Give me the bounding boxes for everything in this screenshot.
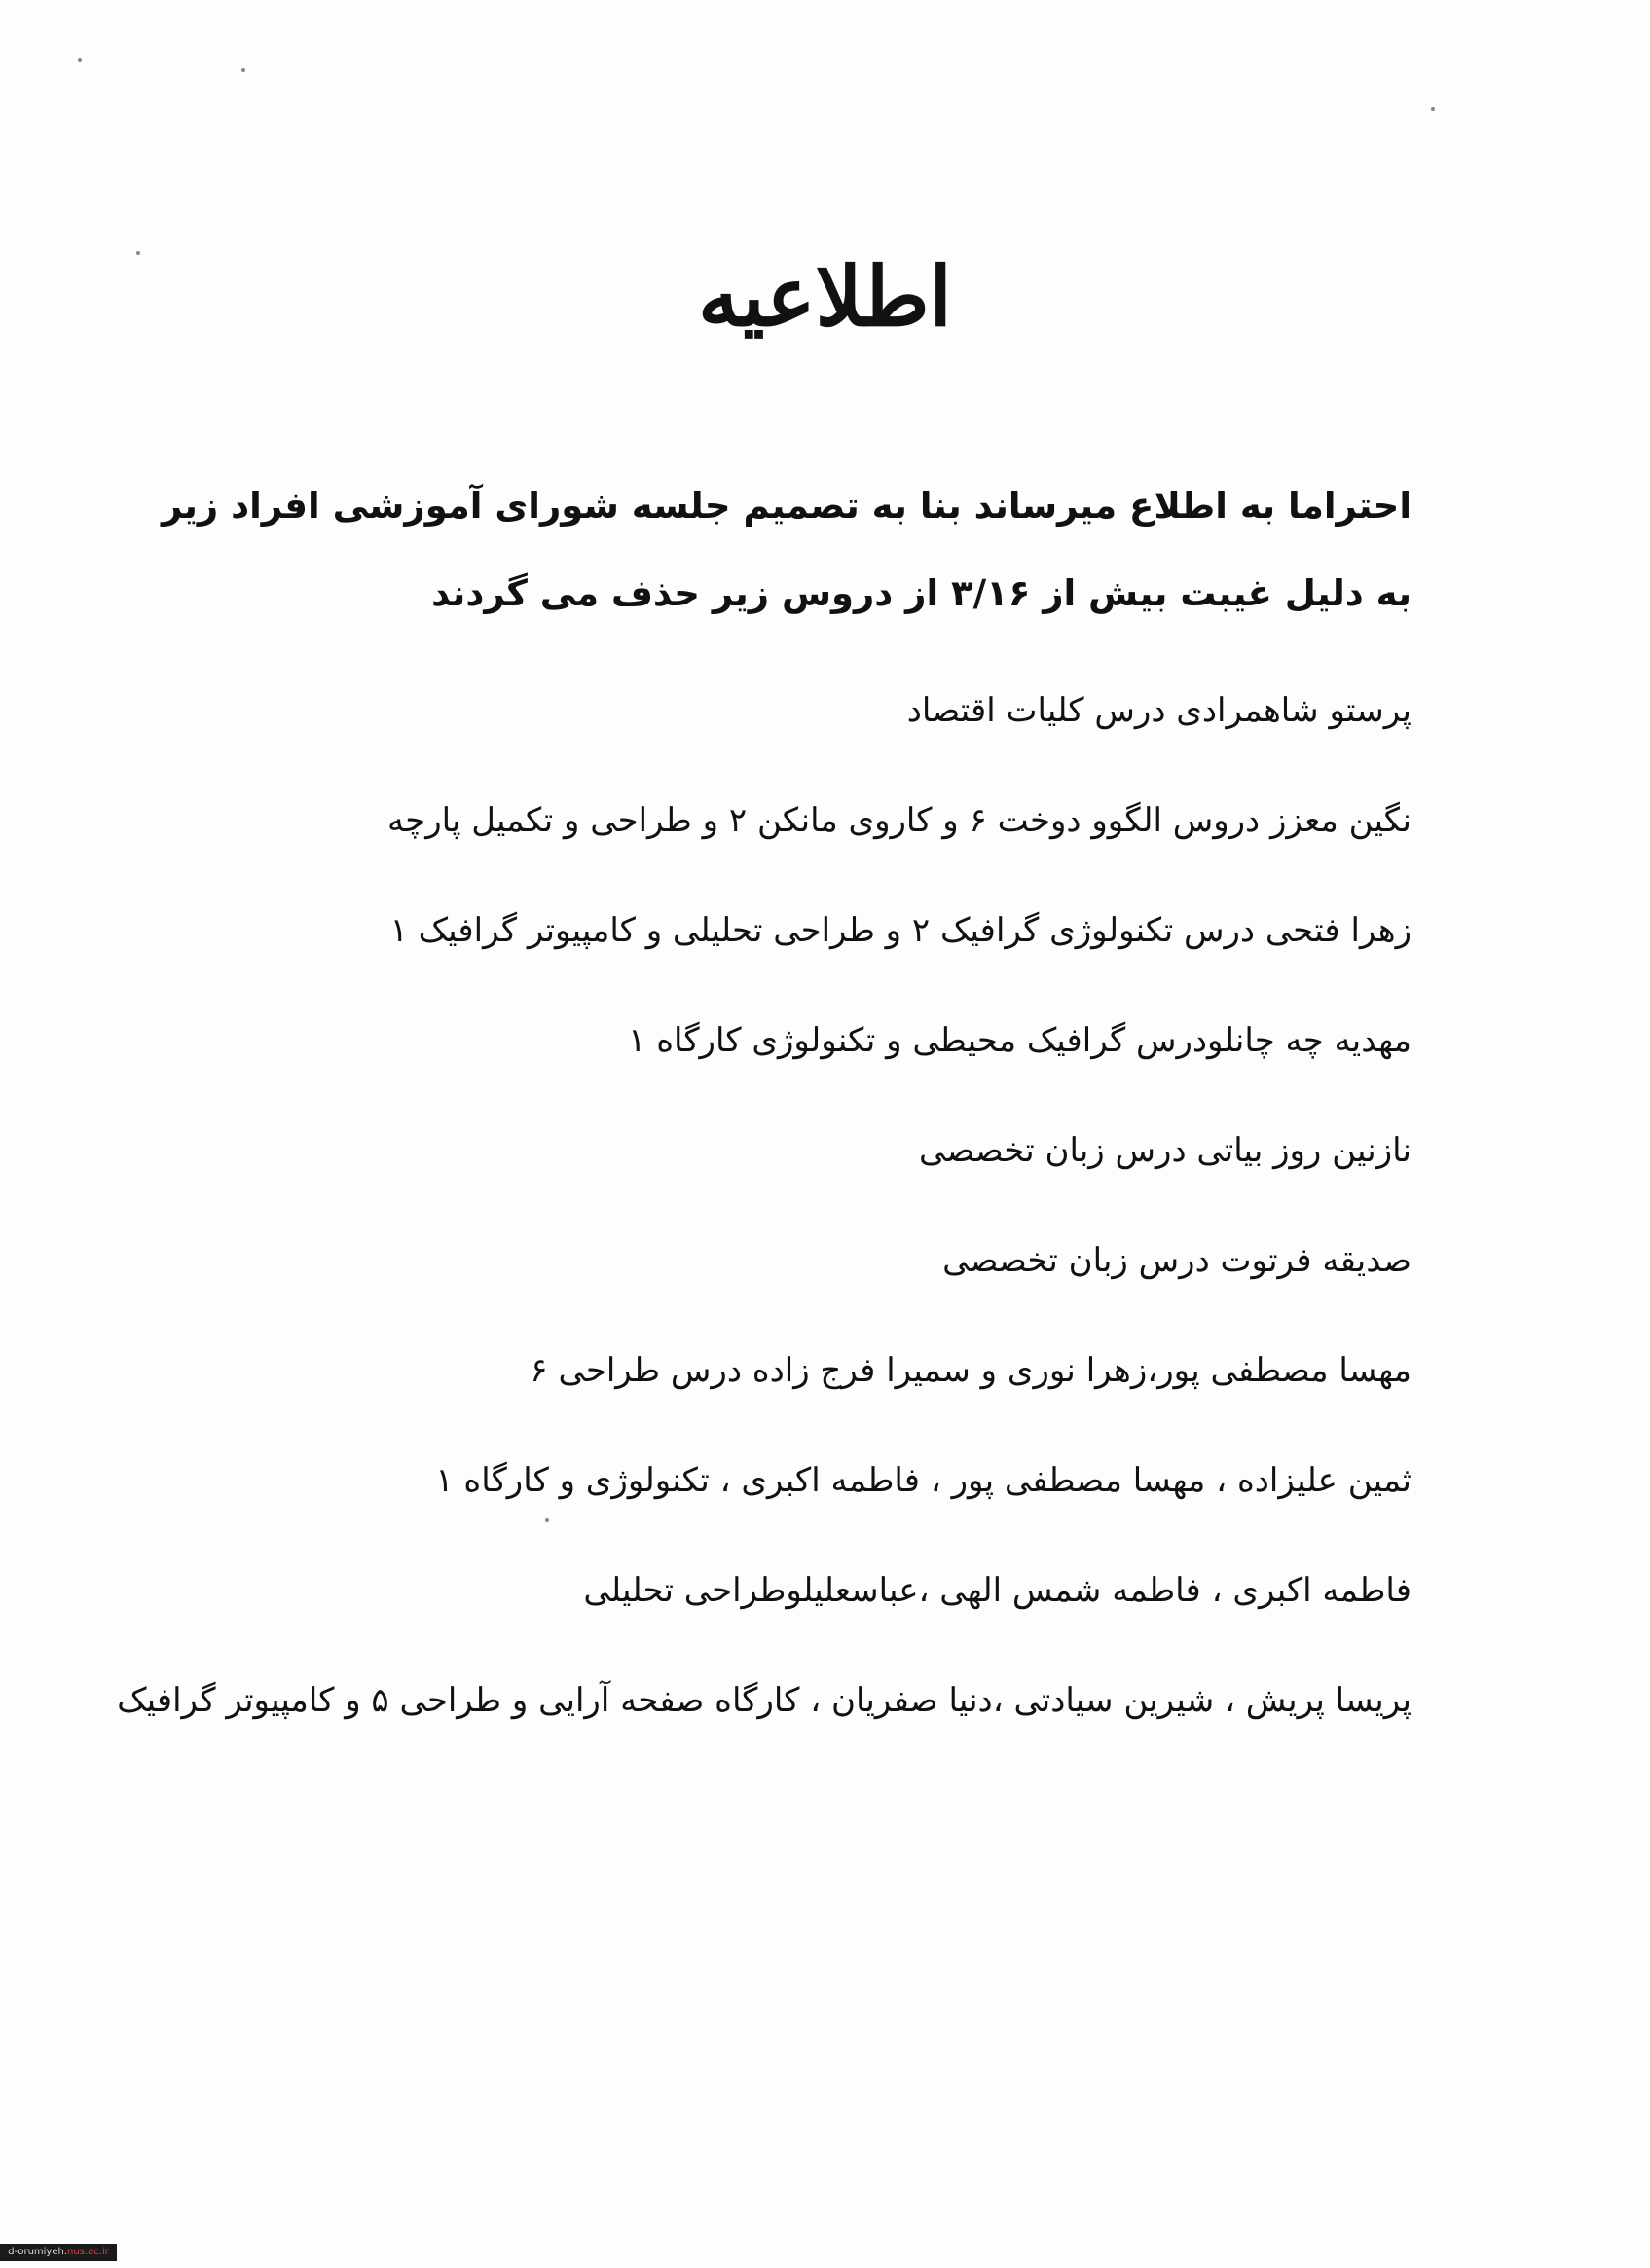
- list-item: فاطمه اکبری ، فاطمه شمس الهی ،عباسعلیلوطراحی تحلیلی: [583, 1571, 1412, 1610]
- list-item: پریسا پریش ، شیرین سیادتی ،دنیا صفریان ، کارگاه صفحه آرایی و طراحی ۵ و کامپیوتر گرافیک: [117, 1681, 1412, 1720]
- list-item: پرستو شاهمرادی درس کلیات اقتصاد: [906, 691, 1412, 730]
- list-item: زهرا فتحی درس تکنولوژی گرافیک ۲ و طراحی تحلیلی و کامپیوتر گرافیک ۱: [389, 911, 1412, 950]
- site-watermark-badge: [0, 2244, 117, 2261]
- list-item: ثمین علیزاده ، مهسا مصطفی پور ، فاطمه اکبری ، تکنولوژی و کارگاه ۱: [435, 1461, 1412, 1500]
- scan-speck: [241, 68, 245, 72]
- notice-intro: احتراما به اطلاع میرساند بنا به تصمیم جلسه شورای آموزشی افراد زیر به دلیل غیبت بیش از ۳/۱۶ از دروس زیر حذف می گردند: [162, 485, 1412, 614]
- list-item: نازنین روز بیاتی درس زبان تخصصی: [918, 1131, 1412, 1170]
- notice-title: اطلاعیه: [698, 248, 952, 345]
- list-item: مهدیه چه چانلودرس گرافیک محیطی و تکنولوژی کارگاه ۱: [628, 1021, 1412, 1060]
- removal-list: [117, 672, 1412, 1772]
- list-item: صدیقه فرتوت درس زبان تخصصی: [942, 1241, 1412, 1280]
- scan-speck: [78, 58, 82, 62]
- list-item: مهسا مصطفی پور،زهرا نوری و سمیرا فرج زاده درس طراحی ۶: [530, 1351, 1412, 1390]
- list-item: نگین معزز دروس الگوو دوخت ۶ و کاروی مانکن ۲ و طراحی و تکمیل پارچه: [387, 801, 1412, 840]
- site-watermark-prefix: d-orumiyeh.: [8, 2247, 68, 2257]
- scan-speck: [1431, 107, 1435, 111]
- site-watermark-suffix: nus.ac.ir: [67, 2247, 109, 2257]
